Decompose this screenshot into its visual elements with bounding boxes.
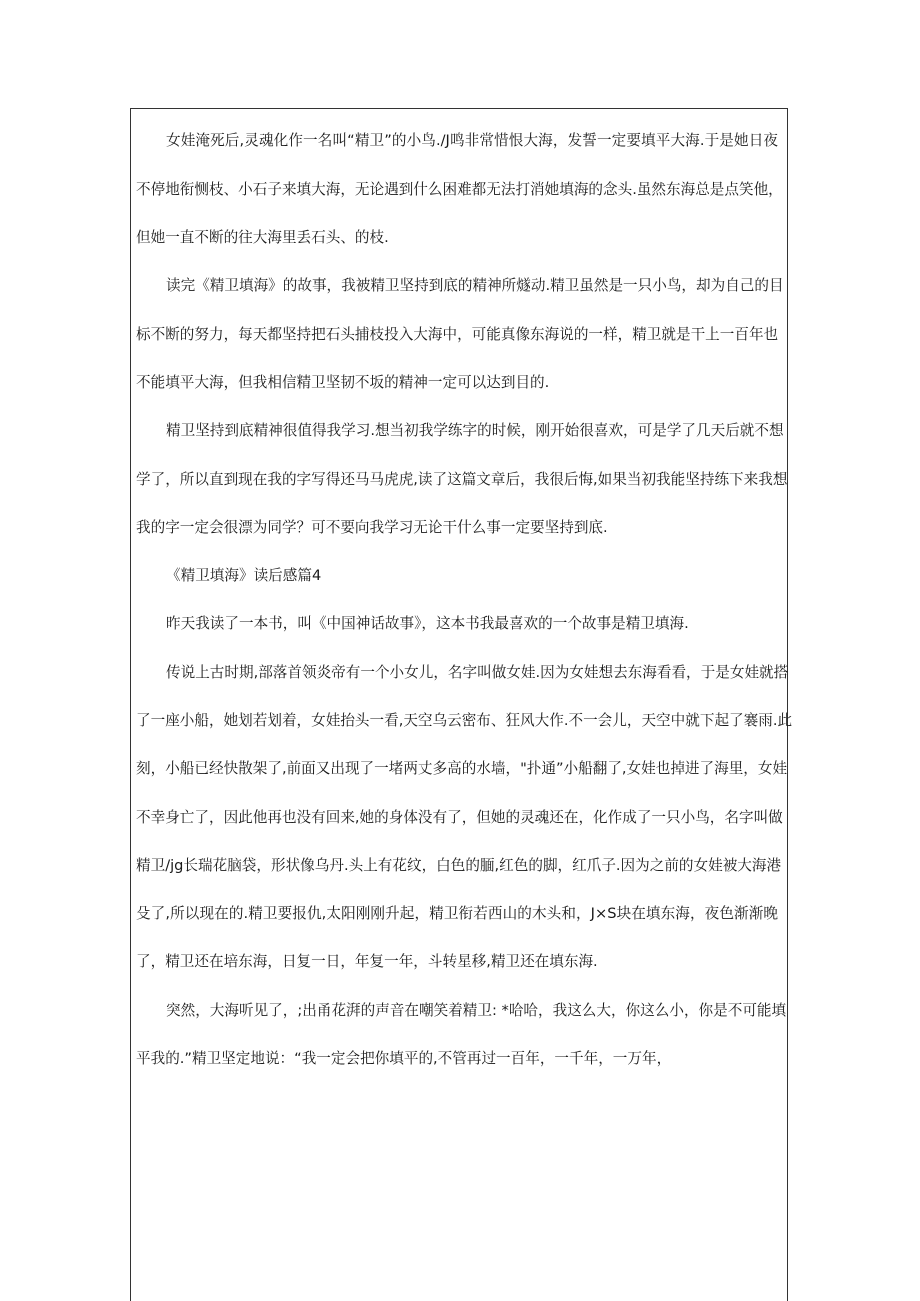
text-line: 刻，小船已经快散架了,前面又出现了一堵两丈多高的水墙，"扑通”小船翻了,女娃也掉进了海里，女娃: [136, 760, 788, 777]
text-line: 了，精卫还在培东海，日复一日，年复一年，斗转星移,精卫还在填东海.: [136, 953, 598, 970]
text-line: 突然，大海听见了，;出甬花湃的声音在嘲笑着精卫: *哈哈，我这么大，你这么小，你是不可能填: [166, 1002, 787, 1019]
text-line: 不幸身亡了，因此他再也没有回来,她的身体没有了，但她的灵魂还在，化作成了一只小鸟，名字叫做: [136, 809, 783, 826]
text-line: 女娃淹死后,灵魂化作一名叫“精卫”的小鸟./J鸣非常惜恨大海，发誓一定要填平大海.于是她日夜: [166, 132, 778, 149]
section-heading: 《精卫填海》读后感篇4: [166, 567, 322, 584]
text-line: 标不断的努力，每天都坚持把石头捕枝投入大海中，可能真像东海说的一样，精卫就是干上一百年也: [136, 326, 779, 343]
text-line: 了一座小船，她划若划着，女娃抬头一看,天空乌云密布、狂风大作.不一会儿，天空中就下起了褰雨.此: [136, 712, 793, 729]
text-line: 昨天我读了一本书，叫《中国神话故事》，这本书我最喜欢的一个故事是精卫填海.: [166, 615, 689, 632]
text-line: 精卫坚持到底精神很值得我学习.想当初我学练字的时候，刚开始很喜欢，可是学了几天后就不想: [166, 422, 784, 439]
text-line: 读完《精卫填海》的故事，我被精卫坚持到底的精神所燧动.精卫虽然是一只小鸟，却为自己的目: [166, 277, 784, 294]
text-line: 平我的.”精卫坚定地说：“我一定会把你填平的,不管再过一百年，一千年，一万年，: [136, 1050, 672, 1067]
text-line: 我的字一定会很漂为同学？可不要向我学习无论干什么事一定要坚持到底.: [136, 519, 608, 536]
text-line: 不能填平大海，但我相信精卫坚韧不坂的精神一定可以达到目的.: [136, 374, 550, 391]
text-line: 学了，所以直到现在我的字写得还马马虎虎,读了这篇文章后，我很后悔,如果当初我能坚持练下来我想: [136, 471, 788, 488]
text-line: 但她一直不断的往大海里丢石头、的枝.: [136, 229, 389, 246]
text-line: 殳了,所以现在的.精卫要报仇,太阳刚刚升起，精卫衔若西山的木头和，J×S块在填东海，夜色渐渐晚: [136, 905, 778, 922]
text-line: 不停地衔恻枝、小石子来填大海，无论遇到什么困难都无法打消她填海的念头.虽然东海总是点笑他，: [136, 181, 783, 198]
text-line: 传说上古时期,部落首领炎帝有一个小女儿，名字叫做女娃.因为女娃想去东海看看，于是女娃就搭: [166, 664, 789, 681]
text-line: 精卫/jg长瑞花脑袋，形状像乌丹.头上有花纹，白色的腼,红色的脚，红爪子.因为之前的女娃被大海港: [136, 857, 782, 874]
